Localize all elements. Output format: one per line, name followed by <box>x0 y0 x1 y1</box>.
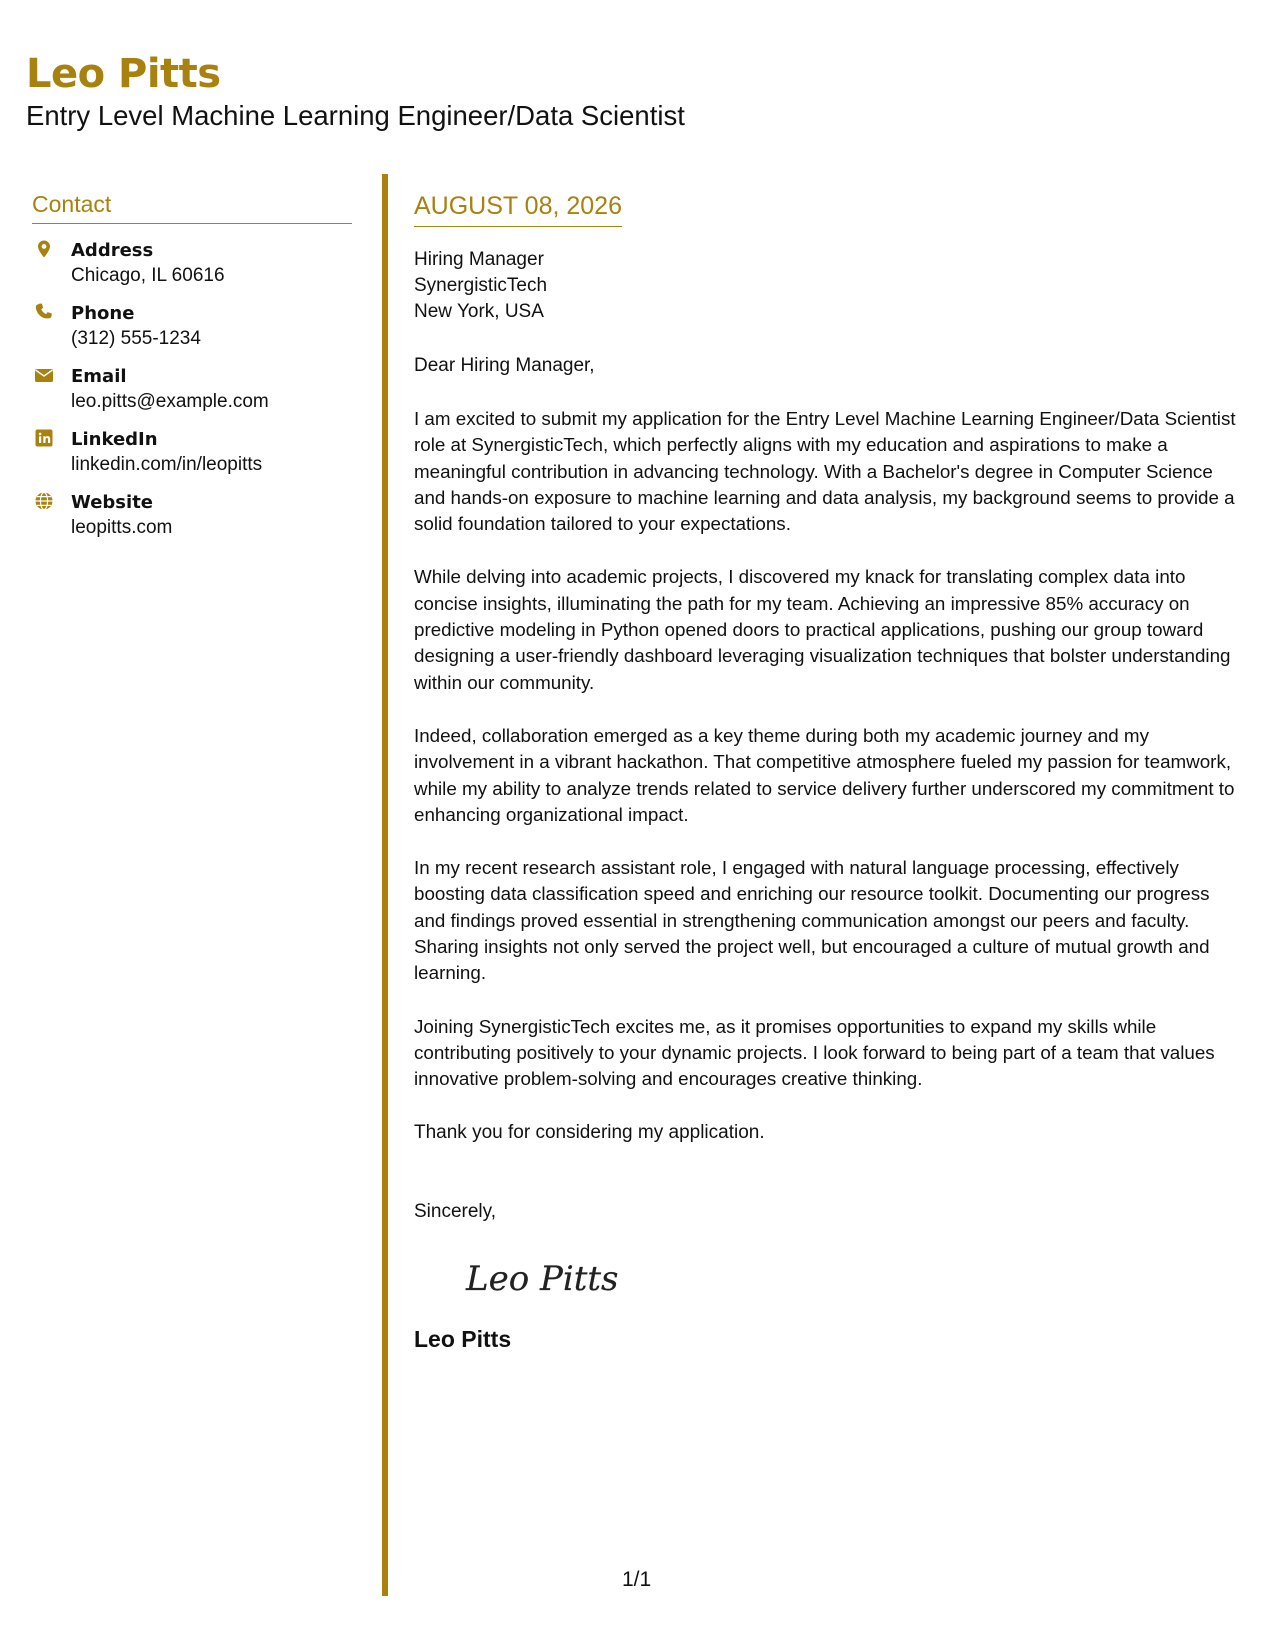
contact-label: Website <box>71 492 154 513</box>
globe-icon <box>34 491 54 511</box>
contact-value: Chicago, IL 60616 <box>71 265 225 286</box>
recipient-company: SynergisticTech <box>414 275 548 296</box>
recipient-location: New York, USA <box>414 301 544 322</box>
contact-label: Phone <box>71 303 135 324</box>
vertical-divider <box>382 174 388 1596</box>
applicant-name: Leo Pitts <box>26 51 221 97</box>
contact-item-address <box>32 238 352 301</box>
contact-value: linkedin.com/in/leopitts <box>71 454 263 475</box>
body-paragraph: Joining SynergisticTech excites me, as it promises opportunities to expand my skills while contributing positively to your dynamic projects. I look forward to being part of a team that values innovative problem-solving and encourages creative thinking. <box>414 1015 1215 1090</box>
contact-item-linkedin <box>32 427 352 490</box>
recipient-block <box>414 247 1244 325</box>
envelope-icon <box>34 365 54 385</box>
contact-label: Email <box>71 366 127 387</box>
contact-value: leo.pitts@example.com <box>71 391 269 412</box>
body-paragraph: In my recent research assistant role, I engaged with natural language processing, effectively boosting data classification speed and enriching our resource toolkit. Documenting our progress and findings proved essential in strengthening communication amongst our peers and faculty. Sharing insights not only served the project well, but encouraged a culture of mutual growth and learning. <box>414 857 1210 984</box>
contact-item-email <box>32 364 352 427</box>
letter-date: AUGUST 08, 2026 <box>414 190 622 227</box>
cover-letter-body <box>414 190 1244 1354</box>
contact-heading: Contact <box>32 190 352 224</box>
handwritten-signature <box>464 1252 634 1304</box>
contact-sidebar <box>32 190 352 553</box>
contact-label: LinkedIn <box>71 429 158 450</box>
contact-value: leopitts.com <box>71 517 173 538</box>
contact-item-website <box>32 490 352 553</box>
recipient-role: Hiring Manager <box>414 249 544 270</box>
body-paragraph: Indeed, collaboration emerged as a key theme during both my academic journey and my involvement in a vibrant hackathon. That competitive atmosphere fueled my passion for teamwork, while my ability to analyze trends related to service delivery further underscored my commitment to enhancing organizational impact. <box>414 724 1235 825</box>
salutation: Dear Hiring Manager, <box>414 355 595 376</box>
contact-label: Address <box>71 240 154 261</box>
signer-name: Leo Pitts <box>414 1325 512 1352</box>
svg-text:Leo Pitts: Leo Pitts <box>466 1258 619 1299</box>
body-paragraph: I am excited to submit my application for the Entry Level Machine Learning Engineer/Data Scientist role at SynergisticTech, which perfectly aligns with my education and aspirations to make a meaningful contribution in advancing technology. With a Bachelor's degree in Computer Science and hands-on exposure to machine learning and data analysis, my background seems to provide a solid foundation tailored to your expectations. <box>414 408 1236 535</box>
contact-value: (312) 555-1234 <box>71 328 201 349</box>
thanks-line: Thank you for considering my application. <box>414 1121 765 1143</box>
linkedin-icon <box>34 428 54 448</box>
body-paragraph: While delving into academic projects, I discovered my knack for translating complex data into concise insights, illuminating the path for my team. Achieving an impressive 85% accuracy on predictive modeling in Python opened doors to practical applications, pushing our group toward designing a user-friendly dashboard leveraging visualization techniques that bolster understanding within our community. <box>414 566 1231 693</box>
contact-item-phone <box>32 301 352 364</box>
map-pin-icon <box>34 239 54 259</box>
job-title: Entry Level Machine Learning Engineer/Data Scientist <box>26 100 685 131</box>
closing-line: Sincerely, <box>414 1200 497 1222</box>
phone-icon <box>34 302 54 322</box>
page-number: 1/1 <box>622 1568 652 1591</box>
